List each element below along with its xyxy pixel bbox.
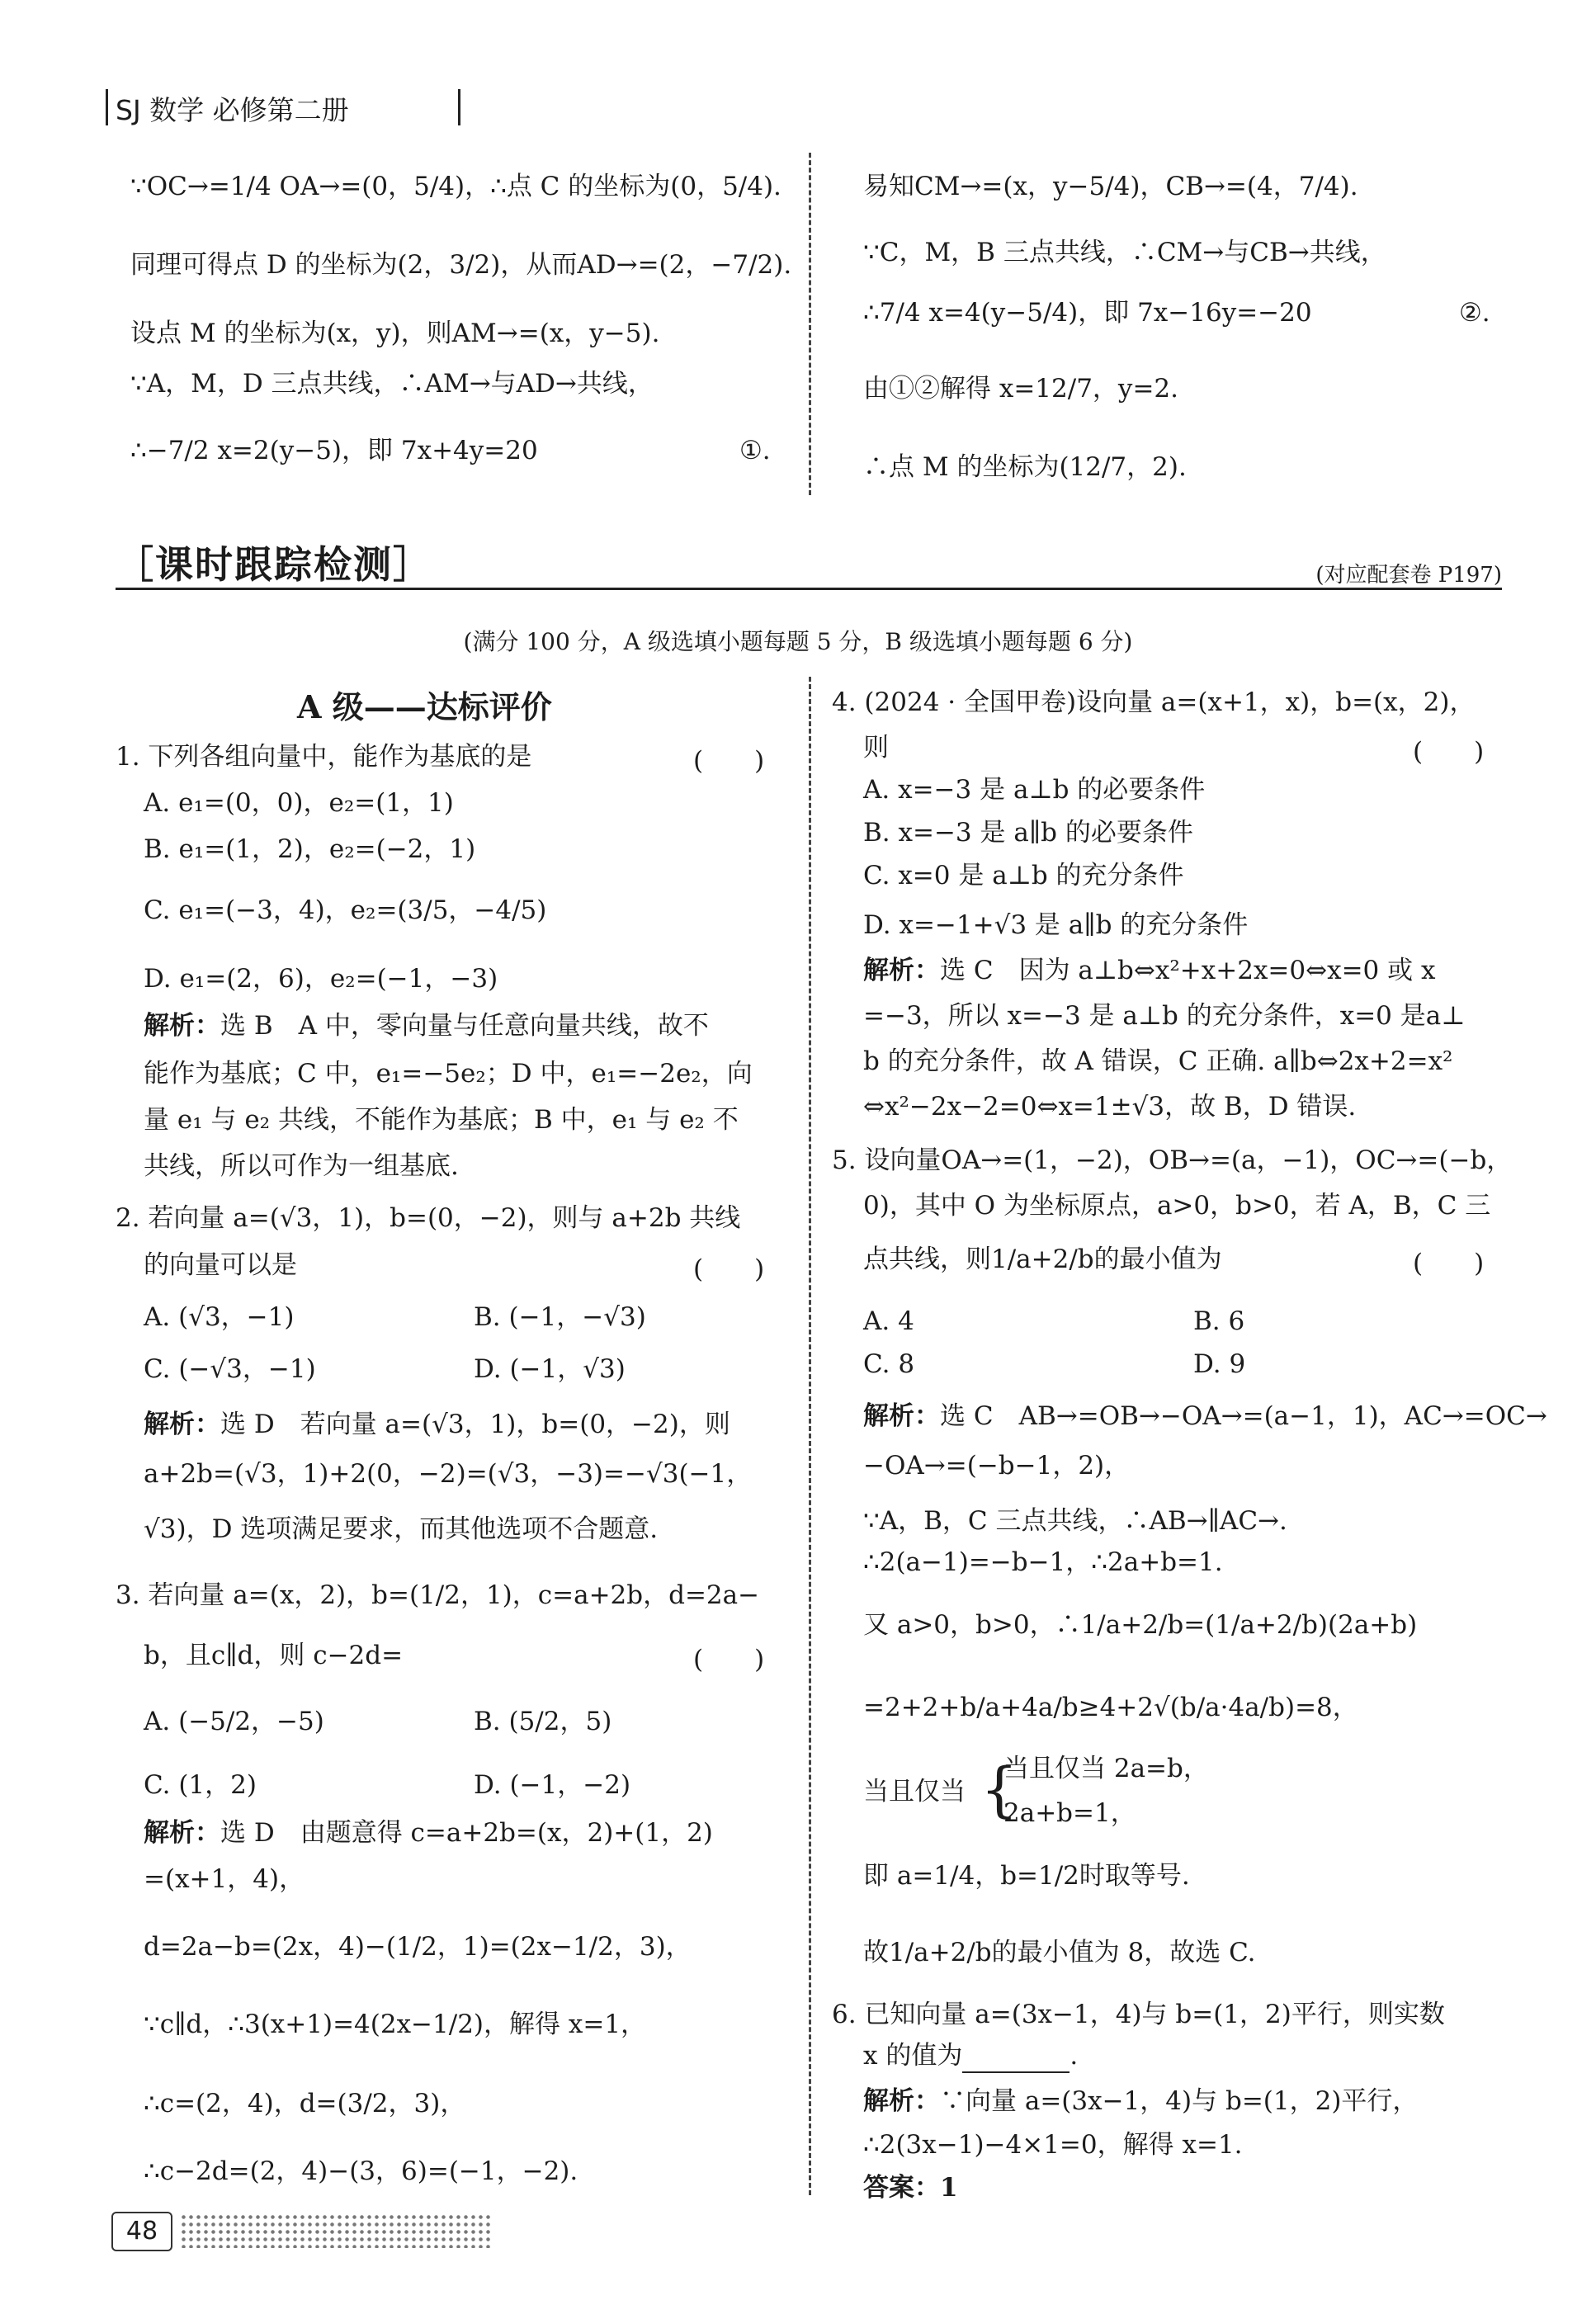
q5-solution-8: 即 a=1/4，b=1/2时取等号.: [863, 1861, 1190, 1891]
system-brace: {: [980, 1755, 1018, 1824]
q5-solution-5: 又 a>0，b>0，∴1/a+2/b=(1/a+2/b)(2a+b): [863, 1610, 1418, 1640]
q4-solution-2: =−3，所以 x=−3 是 a⊥b 的充分条件，x=0 是a⊥: [863, 1001, 1466, 1031]
q6-solution-2: ∴2(3x−1)−4×1=0，解得 x=1.: [863, 2130, 1243, 2160]
q5-answer-paren: ( ): [1413, 1249, 1485, 1278]
score-note: (满分 100 分，A 级选填小题每题 5 分，B 级选填小题每题 6 分): [463, 628, 1133, 655]
top-left-line-3: 设点 M 的坐标为(x，y)，则AM→=(x，y−5).: [130, 319, 660, 348]
section-reference: (对应配套卷 P197): [1315, 563, 1502, 588]
q5-solution-4: ∴2(a−1)=−b−1，∴2a+b=1.: [863, 1547, 1223, 1577]
q3-option-a: A. (−5/2，−5): [144, 1707, 324, 1736]
q5-stem-2: 0)，其中 O 为坐标原点，a>0，b>0，若 A，B，C 三: [863, 1191, 1491, 1221]
top-left-line-4: ∵A，M，D 三点共线，∴AM→与AD→共线，: [130, 369, 654, 399]
header-bar-left: [106, 89, 108, 125]
q1-solution-3: 量 e₁ 与 e₂ 共线，不能作为基底；B 中，e₁ 与 e₂ 不: [144, 1105, 739, 1135]
top-right-line-4: 由①②解得 x=12/7，y=2.: [863, 374, 1178, 404]
q5-solution-7b: 2a+b=1，: [1003, 1798, 1136, 1828]
q3-answer-paren: ( ): [693, 1645, 765, 1674]
q6-answer-blank: [962, 2047, 1070, 2073]
level-heading: A 级——达标评价: [297, 688, 552, 725]
top-right-line-2: ∵C，M，B 三点共线，∴CM→与CB→共线，: [863, 238, 1386, 267]
q5-solution-6: =2+2+b/a+4a/b≥4+2√(b/a·4a/b)=8，: [863, 1693, 1358, 1722]
q3-solution-2: =(x+1，4)，: [144, 1864, 305, 1894]
top-left-line-2: 同理可得点 D 的坐标为(2，3/2)，从而AD→=(2，−7/2).: [130, 250, 792, 280]
q3-solution-4: ∵c∥d，∴3(x+1)=4(2x−1/2)，解得 x=1，: [144, 2010, 647, 2039]
q5-option-c: C. 8: [863, 1349, 915, 1379]
q4-solution-1: 解析：选 C 因为 a⊥b⇔x²+x+2x=0⇔x=0 或 x: [863, 956, 1436, 985]
q4-stem-1: 4. (2024 · 全国甲卷)设向量 a=(x+1，x)，b=(x，2)，: [832, 687, 1476, 717]
q3-option-c: C. (1，2): [144, 1770, 257, 1800]
equation-label-2: ②.: [1459, 298, 1490, 328]
q3-option-d: D. (−1，−2): [474, 1770, 631, 1800]
q4-answer-paren: ( ): [1413, 737, 1485, 767]
top-left-line-1: ∵OC→=1/4 OA→=(0，5/4)，∴点 C 的坐标为(0，5/4).: [130, 172, 781, 201]
q2-answer-paren: ( ): [693, 1254, 765, 1284]
q1-solution-2: 能作为基底；C 中，e₁=−5e₂；D 中，e₁=−2e₂，向: [144, 1059, 753, 1089]
column-divider-top: [809, 153, 811, 495]
decorative-dot-bar: [180, 2213, 493, 2248]
q1-stem: 1. 下列各组向量中，能作为基底的是: [116, 742, 532, 772]
q4-option-d: D. x=−1+√3 是 a∥b 的充分条件: [863, 910, 1249, 940]
q5-solution-7-label: 当且仅当: [863, 1777, 966, 1807]
q5-option-a: A. 4: [863, 1306, 914, 1336]
q5-stem-3: 点共线，则1/a+2/b的最小值为: [863, 1245, 1222, 1274]
q2-option-a: A. (√3，−1): [144, 1302, 295, 1332]
q3-option-b: B. (5/2，5): [474, 1707, 612, 1736]
q2-option-d: D. (−1，√3): [474, 1354, 626, 1384]
top-right-line-1: 易知CM→=(x，y−5/4)，CB→=(4，7/4).: [863, 172, 1358, 201]
q1-solution-1: 解析：选 B A 中，零向量与任意向量共线，故不: [144, 1011, 709, 1041]
q6-answer: 答案：1: [863, 2173, 958, 2203]
q1-option-b: B. e₁=(1，2)，e₂=(−2，1): [144, 834, 476, 864]
q4-solution-3: b 的充分条件，故 A 错误，C 正确. a∥b⇔2x+2=x²: [863, 1046, 1453, 1076]
q6-stem-1: 6. 已知向量 a=(3x−1，4)与 b=(1，2)平行，则实数: [832, 2000, 1445, 2029]
q3-stem-1: 3. 若向量 a=(x，2)，b=(1/2，1)，c=a+2b，d=2a−: [116, 1580, 760, 1610]
q5-solution-2: −OA→=(−b−1，2)，: [863, 1451, 1131, 1481]
book-header: SJ 数学 必修第二册: [116, 94, 349, 126]
q3-solution-5: ∴c=(2，4)，d=(3/2，3)，: [144, 2089, 466, 2118]
q2-option-c: C. (−√3，−1): [144, 1354, 316, 1384]
q6-stem-2: [863, 2038, 1078, 2073]
header-bar-right: [458, 89, 460, 125]
q1-option-c: C. e₁=(−3，4)，e₂=(3/5，−4/5): [144, 895, 547, 925]
column-divider-main: [809, 677, 811, 2195]
equation-label-1: ①.: [739, 436, 771, 465]
q2-option-b: B. (−1，−√3): [474, 1302, 646, 1332]
q5-option-b: B. 6: [1193, 1306, 1245, 1336]
q4-solution-4: ⇔x²−2x−2=0⇔x=1±√3，故 B，D 错误.: [863, 1092, 1357, 1122]
section-title: ［课时跟踪检测］: [116, 542, 432, 587]
q4-stem-2: 则: [863, 733, 889, 763]
solution-prefix: 解析：: [144, 1011, 220, 1041]
q2-solution-2: a+2b=(√3，1)+2(0，−2)=(√3，−3)=−√3(−1，: [144, 1459, 753, 1489]
q6-stem-2-end: .: [1070, 2041, 1079, 2071]
q5-solution-3: ∵A，B，C 三点共线，∴AB→∥AC→.: [863, 1506, 1287, 1536]
q5-stem-1: 5. 设向量OA→=(1，−2)，OB→=(a，−1)，OC→=(−b，: [832, 1145, 1513, 1175]
q6-solution-1: 解析：∵向量 a=(3x−1，4)与 b=(1，2)平行，: [863, 2086, 1419, 2116]
page-number: 48: [111, 2212, 172, 2251]
q5-solution-1: 解析：选 C AB→=OB→−OA→=(a−1，1)，AC→=OC→: [863, 1401, 1547, 1431]
solution-prefix: 解析：: [144, 1818, 220, 1848]
solution-prefix: 解析：: [863, 956, 940, 985]
q2-stem-2: 的向量可以是: [144, 1250, 297, 1280]
section-rule: [116, 588, 1502, 590]
q1-option-a: A. e₁=(0，0)，e₂=(1，1): [144, 788, 454, 818]
solution-prefix: 解析：: [144, 1410, 220, 1439]
q3-solution-1: 解析：选 D 由题意得 c=a+2b=(x，2)+(1，2): [144, 1818, 713, 1848]
top-left-line-5: ∴−7/2 x=2(y−5)，即 7x+4y=20: [130, 436, 538, 465]
q4-option-c: C. x=0 是 a⊥b 的充分条件: [863, 861, 1184, 890]
solution-prefix: 解析：: [863, 1401, 940, 1431]
q5-solution-7a: 当且仅当 2a=b，: [1003, 1754, 1209, 1783]
q3-stem-2: b，且c∥d，则 c−2d=: [144, 1641, 404, 1670]
q5-solution-9: 故1/a+2/b的最小值为 8，故选 C.: [863, 1938, 1256, 1967]
q5-option-d: D. 9: [1193, 1349, 1246, 1379]
q2-solution-1: 解析：选 D 若向量 a=(√3，1)，b=(0，−2)，则: [144, 1410, 730, 1439]
q1-solution-4: 共线，所以可作为一组基底.: [144, 1151, 459, 1181]
q3-solution-3: d=2a−b=(2x，4)−(1/2，1)=(2x−1/2，3)，: [144, 1932, 692, 1962]
q6-stem-2-text: x 的值为: [863, 2041, 963, 2071]
top-right-line-3: ∴7/4 x=4(y−5/4)，即 7x−16y=−20: [863, 298, 1312, 328]
q3-solution-6: ∴c−2d=(2，4)−(3，6)=(−1，−2).: [144, 2156, 578, 2186]
q1-option-d: D. e₁=(2，6)，e₂=(−1，−3): [144, 964, 498, 994]
q2-stem-1: 2. 若向量 a=(√3，1)，b=(0，−2)，则与 a+2b 共线: [116, 1203, 741, 1233]
top-right-line-5: ∴点 M 的坐标为(12/7，2).: [863, 452, 1187, 482]
q2-solution-3: √3)，D 选项满足要求，而其他选项不合题意.: [144, 1514, 659, 1544]
q4-option-b: B. x=−3 是 a∥b 的必要条件: [863, 818, 1193, 848]
q1-answer-paren: ( ): [693, 746, 765, 776]
q4-option-a: A. x=−3 是 a⊥b 的必要条件: [863, 775, 1206, 805]
solution-prefix: 解析：: [863, 2086, 940, 2116]
